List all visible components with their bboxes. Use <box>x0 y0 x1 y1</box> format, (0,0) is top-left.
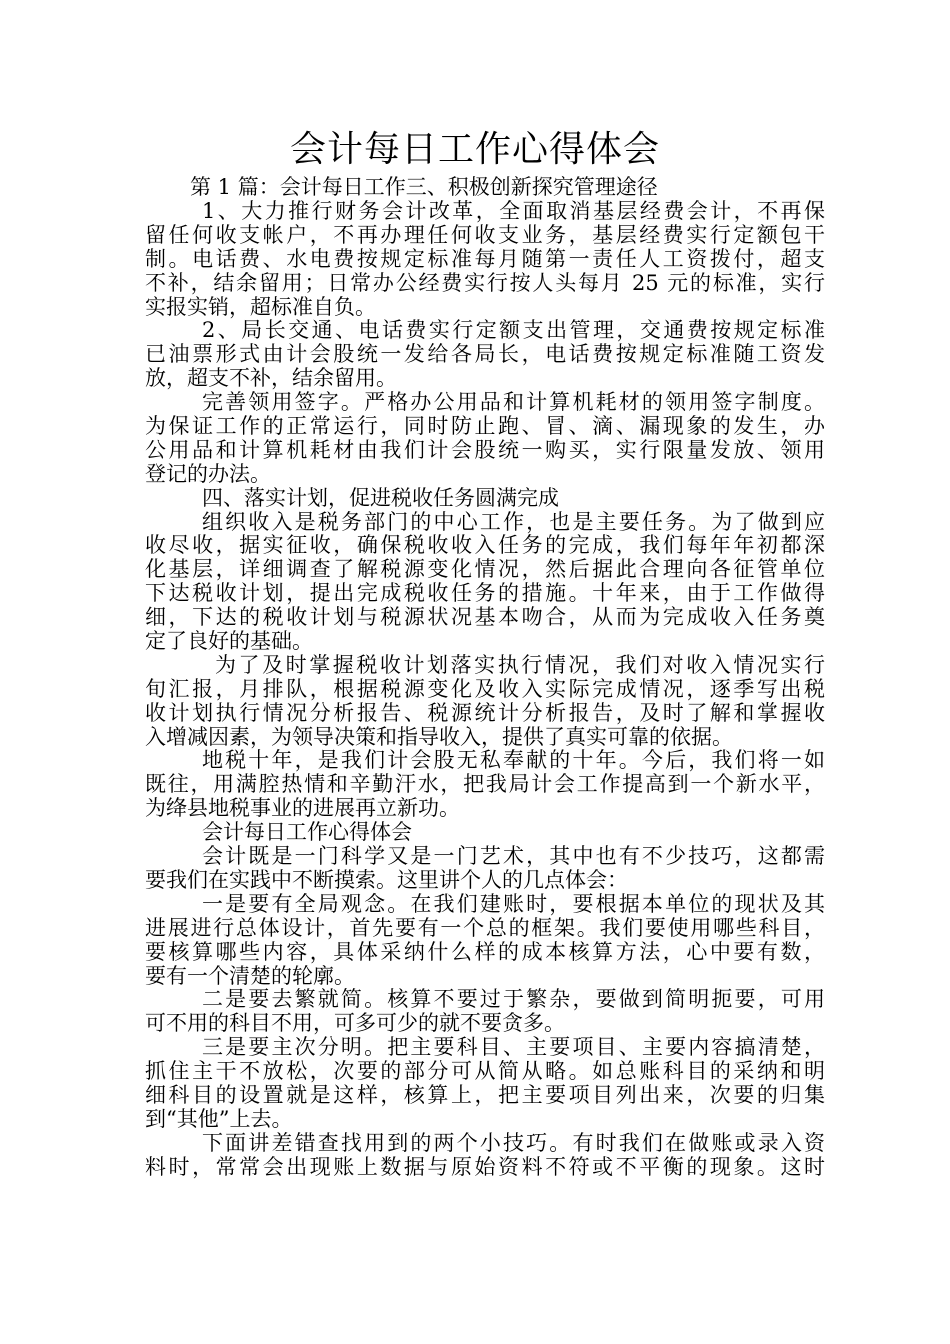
body-text-line: 入增减因素，为领导决策和指导收入，提供了真实可靠的依据。 <box>145 724 733 749</box>
body-text-line: 细，下达的税收计划与税源状况基本吻合，从而为完成收入任务奠 <box>145 605 825 630</box>
body-text-line: 登记的办法。 <box>145 461 271 486</box>
body-text-line: 实报实销，超标准自负。 <box>145 294 376 319</box>
body-text-line: 下面讲差错查找用到的两个小技巧。有时我们在做账或录入资 <box>202 1130 825 1155</box>
body-text-line: 留任何收支帐户，不再办理任何收支业务，基层经费实行定额包干 <box>145 222 825 247</box>
body-text-line: 1、大力推行财务会计改革，全面取消基层经费会计，不再保 <box>202 199 825 223</box>
body-text-line: 既往，用满腔热情和辛勤汗水，把我局计会工作提高到一个新水平， <box>145 772 825 797</box>
body-text-line: 公用品和计算机耗材由我们计会股统一购买，实行限量发放、领用 <box>145 437 825 462</box>
body-text-line: 会计既是一门科学又是一门艺术，其中也有不少技巧，这都需 <box>202 844 825 869</box>
body-text-line: 完善领用签字。严格办公用品和计算机耗材的领用签字制度。 <box>202 390 825 415</box>
document-subtitle: 第 1 篇：会计每日工作三、积极创新探究管理途径 <box>190 175 658 199</box>
body-text-line: 不补，结余留用；日常办公经费实行按人头每月 25 元的标准，实行 <box>145 270 825 295</box>
body-text-line: 为绛县地税事业的进展再立新功。 <box>145 796 460 821</box>
body-text-line: 一是要有全局观念。在我们建账时，要根据本单位的现状及其 <box>202 891 825 916</box>
body-text-line: 到“其他”上去。 <box>145 1106 293 1131</box>
body-text-line: 收尽收，据实征收，确保税收收入任务的完成，我们每年年初都深 <box>145 533 825 558</box>
body-text-line: 2、局长交通、电话费实行定额支出管理，交通费按规定标准 <box>202 318 825 343</box>
body-text-line: 放，超支不补，结余留用。 <box>145 366 397 391</box>
body-text-line: 抓住主干不放松，次要的部分可从简从略。如总账科目的采纳和明 <box>145 1059 825 1084</box>
body-text-line: 地税十年，是我们计会股无私奉献的十年。今后，我们将一如 <box>202 748 825 773</box>
body-text-line: 要我们在实践中不断摸索。这里讲个人的几点体会： <box>145 867 628 892</box>
document-title: 会计每日工作心得体会 <box>289 129 660 170</box>
body-text-line: 制。电话费、水电费按规定标准每月随第一责任人工资拨付，超支 <box>145 246 825 271</box>
body-text-line: 下达税收计划，提出完成税收任务的措施。十年来，由于工作做得 <box>145 581 825 606</box>
body-text-line: 二是要去繁就简。核算不要过于繁杂，要做到简明扼要，可用 <box>202 987 825 1012</box>
body-text-line: 可不用的科目不用，可多可少的就不要贪多。 <box>145 1011 565 1036</box>
body-text-line: 四、落实计划，促进税收任务圆满完成 <box>202 485 559 510</box>
body-text-line: 已油票形式由计会股统一发给各局长，电话费按规定标准随工资发 <box>145 342 825 367</box>
body-text-line: 进展进行总体设计，首先要有一个总的框架。我们要使用哪些科目， <box>145 915 825 940</box>
body-text-line: 要核算哪些内容，具体采纳什么样的成本核算方法，心中要有数， <box>145 939 825 964</box>
body-text-line: 料时，常常会出现账上数据与原始资料不符或不平衡的现象。这时 <box>145 1154 825 1179</box>
body-text-line: 组织收入是税务部门的中心工作，也是主要任务。为了做到应 <box>202 509 825 534</box>
body-text-line: 为保证工作的正常运行，同时防止跑、冒、滴、漏现象的发生，办 <box>145 414 825 439</box>
body-text-line: 定了良好的基础。 <box>145 629 313 654</box>
body-text-line: 会计每日工作心得体会 <box>202 820 412 845</box>
body-text-line: 细科目的设置就是这样，核算上，把主要项目列出来，次要的归集 <box>145 1082 825 1107</box>
body-text-line: 收计划执行情况分析报告、税源统计分析报告，及时了解和掌握收 <box>145 700 825 725</box>
body-text-line: 旬汇报，月排队，根据税源变化及收入实际完成情况，逐季写出税 <box>145 676 825 701</box>
body-text-line: 三是要主次分明。把主要科目、主要项目、主要内容搞清楚， <box>202 1035 825 1060</box>
body-text-line: 要有一个清楚的轮廓。 <box>145 963 355 988</box>
body-text-line: 化基层，详细调查了解税源变化情况，然后据此合理向各征管单位 <box>145 557 825 582</box>
document-body <box>145 200 825 1180</box>
body-text-line: 为了及时掌握税收计划落实执行情况，我们对收入情况实行 <box>215 652 825 677</box>
